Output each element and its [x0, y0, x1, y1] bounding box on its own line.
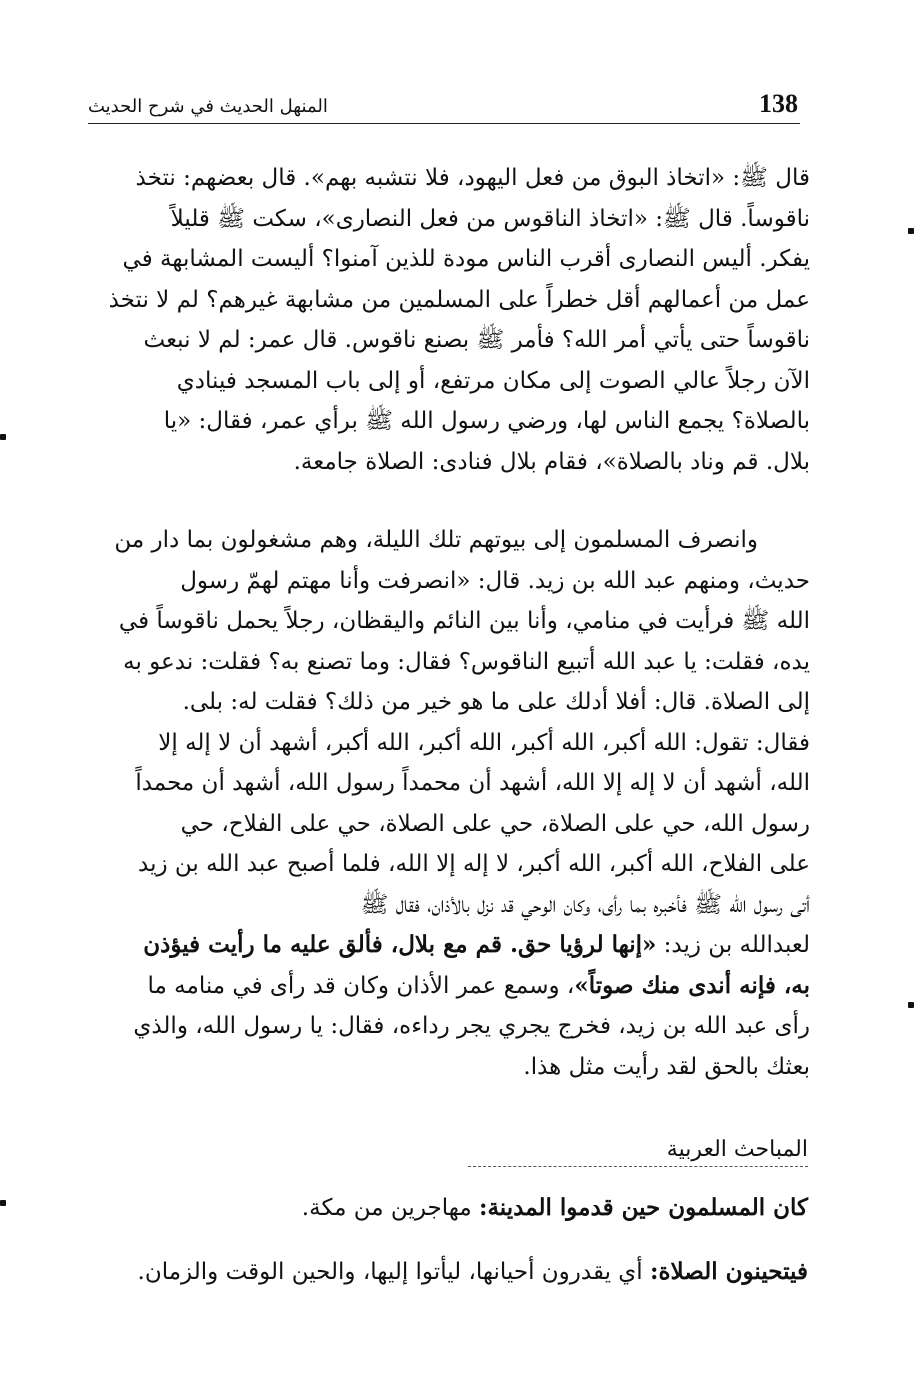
text-line: قال ﷺ: «اتخاذ البوق من فعل اليهود، فلا نتشبه بهم». قال بعضهم: نتخذ [135, 165, 810, 191]
line-text-normal: ، وسمع عمر الأذان وكان قد رأى في منامه ما [147, 972, 575, 999]
prophetic-quote-bold: «إنها لرؤيا حق. قم مع بلال، فألق عليه ما رأيت فيؤذن [143, 931, 657, 958]
text-line: يده، فقلت: يا عبد الله أتبيع الناقوس؟ فقال: وما تصنع به؟ فقلت: ندعو به [123, 648, 810, 675]
text-line: الآن رجلاً عالي الصوت إلى مكان مرتفع، أو إلى باب المسجد فينادي [176, 367, 810, 394]
text-line: عمل من أعمالهم أقل خطراً على المسلمين من مشابهة غيرهم؟ لم لا نتخذ [108, 286, 810, 313]
text-line: أتى رسول الله ﷺ فأخبره بما رأى، وكان الوحي قد نزل بالأذان، فقال ﷺ [360, 891, 810, 918]
text-line: رسول الله، حي على الصلاة، حي على الصلاة، حي على الفلاح، حي [180, 810, 810, 837]
text-line: بالصلاة؟ يجمع الناس لها، ورضي رسول الله ﷺ برأي عمر، فقال: «يا [163, 408, 810, 434]
scan-edge-mark [908, 1002, 914, 1008]
text-line: حديث، ومنهم عبد الله بن زيد. قال: «انصرفت وأنا مهتم لهمّ رسول [180, 567, 810, 594]
page-number: 138 [759, 89, 798, 118]
definition-term: كان المسلمون حين قدموا المدينة: [478, 1194, 808, 1221]
definition-entry [168, 1190, 808, 1226]
definition-term: فيتحينون الصلاة: [650, 1258, 808, 1285]
header-rule [88, 123, 800, 124]
text-line: يفكر. أليس النصارى أقرب الناس مودة للذين آمنوا؟ أليست المشابهة في [122, 246, 810, 272]
text-line: ناقوساً. قال ﷺ: «اتخاذ الناقوس من فعل النصارى»، سكت ﷺ قليلاً [170, 205, 810, 232]
paragraph-1 [86, 158, 810, 482]
text-line: ناقوساً حتى يأتي أمر الله؟ فأمر ﷺ بصنع ناقوس. قال عمر: لم لا نبعث [143, 327, 810, 353]
line-text-normal: لعبدالله بن زيد: [656, 932, 810, 958]
text-line-mixed [86, 925, 810, 966]
running-title: المنهل الحديث في شرح الحديث [88, 96, 328, 117]
scan-edge-mark [0, 1200, 6, 1206]
text-line: فقال: تقول: الله أكبر، الله أكبر، الله أكبر، الله أكبر، أشهد أن لا إله إلا [158, 729, 810, 756]
text-line: الله، أشهد أن لا إله إلا الله، أشهد أن محمداً رسول الله، أشهد أن محمداً [135, 770, 810, 796]
text-line: إلى الصلاة. قال: أفلا أدلك على ما هو خير من ذلك؟ فقلت له: بلى. [182, 689, 810, 715]
definition-text: مهاجرين من مكة. [301, 1195, 479, 1221]
text-line: بعثك بالحق لقد رأيت مثل هذا. [523, 1053, 810, 1080]
text-line: وانصرف المسلمون إلى بيوتهم تلك الليلة، وهم مشغولون بما دار من [114, 527, 758, 553]
definition-entry [137, 1254, 808, 1290]
section-heading-underline [468, 1166, 808, 1167]
scan-edge-mark [0, 434, 6, 440]
page-header [88, 88, 800, 124]
prophetic-quote-bold: به، فإنه أندى منك صوتاً» [574, 971, 810, 999]
text-line-mixed [86, 966, 810, 1007]
text-line: بلال. قم وناد بالصلاة»، فقام بلال فنادى: الصلاة جامعة. [293, 448, 810, 475]
scan-edge-mark [908, 228, 914, 234]
text-line: الله ﷺ فرأيت في منامي، وأنا بين النائم واليقظان، رجلاً يحمل ناقوساً في [118, 608, 810, 634]
definition-text: أي يقدرون أحيانها، ليأتوا إليها، والحين الوقت والزمان. [137, 1259, 650, 1285]
paragraph-2 [86, 520, 810, 1087]
section-heading: المباحث العربية [666, 1137, 808, 1162]
text-line: رأى عبد الله بن زيد، فخرج يجري يجر رداءه، فقال: يا رسول الله، والذي [133, 1013, 810, 1039]
text-line: على الفلاح، الله أكبر، الله أكبر، لا إله إلا الله، فلما أصبح عبد الله بن زيد [138, 851, 810, 877]
